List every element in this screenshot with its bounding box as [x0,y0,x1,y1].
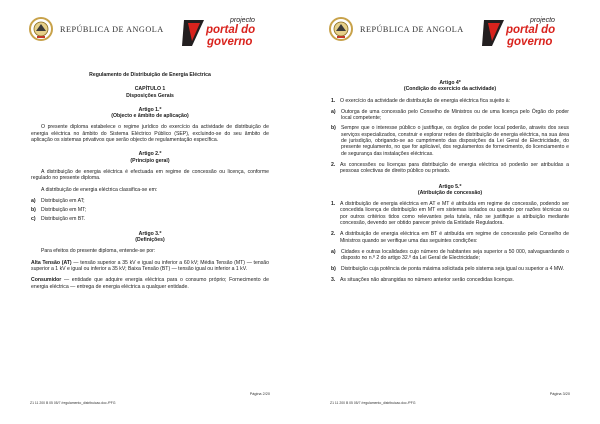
list-item: b) Distribuição cuja potência de ponta máxima solicitada pelo sistema seja igual ou superior a 4 MW. [331,265,565,272]
portal-do-governo-logo [480,14,572,48]
logo-line1-text: portal do [506,24,556,36]
article-4-title: (Condição do exercício da actividade) [403,86,497,93]
angola-emblem-icon [328,16,354,42]
chapter-number: CAPÍTULO 1 [134,86,166,93]
article-2-number: Artigo 2.º [138,151,162,158]
article-2-paragraph-1: A distribuição de energia eléctrica é efectuada em regime de concessão ou licença, conforme regulado no presente diploma. [31,168,269,182]
page-header [328,14,572,48]
article-3-title: (Definições) [135,237,165,244]
article-4-paragraph-1: 1. O exercício da actividade de distribuição de energia eléctrica fica sujeito à: [331,97,511,104]
page-header [28,14,272,48]
article-3-paragraph-1: Para efeitos do presente diploma, entende-se por: [41,248,156,255]
page-content-right [331,80,569,283]
article-5-paragraph-2: 2. A distribuição de energia eléctrica em BT é atribuída em regime de concessão pelo Conselho de Ministros quando se verifique uma das seguintes condições: [331,231,569,244]
document-page-right [300,0,600,424]
list-item: a) Outorga de uma concessão pelo Conselho de Ministros ou de uma licença pelo Órgão do poder local competente; [331,108,569,122]
republic-label: REPÚBLICA DE ANGOLA [360,25,464,34]
page-footer: Z1 11 200 B 05 05/7 /regulamento_distribuicao.doc /PFG [30,401,116,405]
logo-small-text: projecto [230,17,255,24]
article-5-number: Artigo 5.º [438,183,462,190]
republic-label: REPÚBLICA DE ANGOLA [60,25,164,34]
document-title: Regulamento de Distribuição de Energia Eléctrica [89,72,211,78]
list-item: b) Distribuição em MT; [31,207,87,214]
logo-line2-text: governo [507,36,553,48]
logo-line1-text: portal do [206,24,256,36]
angola-emblem-icon [28,16,54,42]
logo-small-text: projecto [530,17,555,24]
page-footer: Z1 11 200 B 05 05/7 /regulamento_distribuicao.doc /PFG [330,401,416,405]
article-5-paragraph-1: 1. A distribuição de energia eléctrica em AT e MT é atribuída em regime de concessão, podendo ser concedida licença de distribuição em MT em sistemas isolados ou quando por razões técnicas ou por outros critérios tidos como relevantes pela tutela, não se justifique a atribuição mediante concessão, devendo ser obtido parecer prévio da Entidade Reguladora. [331,201,569,227]
article-1-title: (Objecto e âmbito de aplicação) [111,113,189,120]
article-5-title: (Atribuição de concessão) [417,189,483,196]
chapter-name: Disposições Gerais [126,92,174,99]
article-5-paragraph-3: 3. As situações não abrangidas no número anterior serão concedidas licenças. [331,276,515,283]
article-1-text: O presente diploma estabelece o regime jurídico do exercício da actividade de distribuição de energia eléctrica no âmbito do Sistema Eléctrico Público (SEP), excluindo-se do seu âmbito de aplicação os sistemas privativos que serão objecto de regulamentação específica. [31,124,269,144]
list-item: b) Sempre que o interesse público o justifique, os órgãos de poder local poderão, através dos seus serviços especializados, construir e explorar redes de distribuição de energia eléctrica, na sua área de jurisdição, obrigando-se ao cumprimento das disposições da Lei Geral de Electricidade, do presente regulamento, no que for aplicável, dos regulamentos de fornecimento, do licenciamento e de segurança das instalações eléctricas. [331,125,569,157]
logo-line2-text: governo [207,36,253,48]
definition-consumer: Consumidor — entidade que adquire energia eléctrica para o consumo próprio; Fornecimento de energia eléctrica — entrega de energia eléctrica a qualquer entidade. [31,277,269,290]
page-number: Página 3/20 [549,392,570,396]
article-2-paragraph-2: A distribuição de energia eléctrica classifica-se em: [41,186,158,193]
portal-do-governo-logo [180,14,272,48]
article-2-title: (Princípio geral) [130,157,170,164]
page-content-left [31,72,269,290]
article-4-number: Artigo 4º [439,80,461,86]
list-item: a) Cidades e outras localidades cujo número de habitantes seja superior a 50 000, salvaguardando o disposto no n.º 2 do artigo 32.º da Lei Geral de Electricidade; [331,248,569,262]
article-3-number: Artigo 3.º [138,230,162,237]
article-1-number: Artigo 1.º [138,106,162,113]
list-item: a) Distribuição em AT; [31,197,85,204]
list-item: c) Distribuição em BT. [31,216,86,223]
page-number: Página 2/20 [249,392,270,396]
article-4-paragraph-2: 2. As concessões ou licenças para distribuição de energia eléctrica só poderão ser atribuídas a pessoas colectivas de direito público ou privado. [331,161,569,175]
definition-tension: Alta Tensão (AT) — tensão superior a 35 kV e igual ou inferior a 60 kV; Média Tensão (MT) — tensão superior a 1 kV e igual ou inferior a 35 kV; Baixa Tensão (BT) — tensão igual ou inferior a 1 kV. [31,259,269,272]
